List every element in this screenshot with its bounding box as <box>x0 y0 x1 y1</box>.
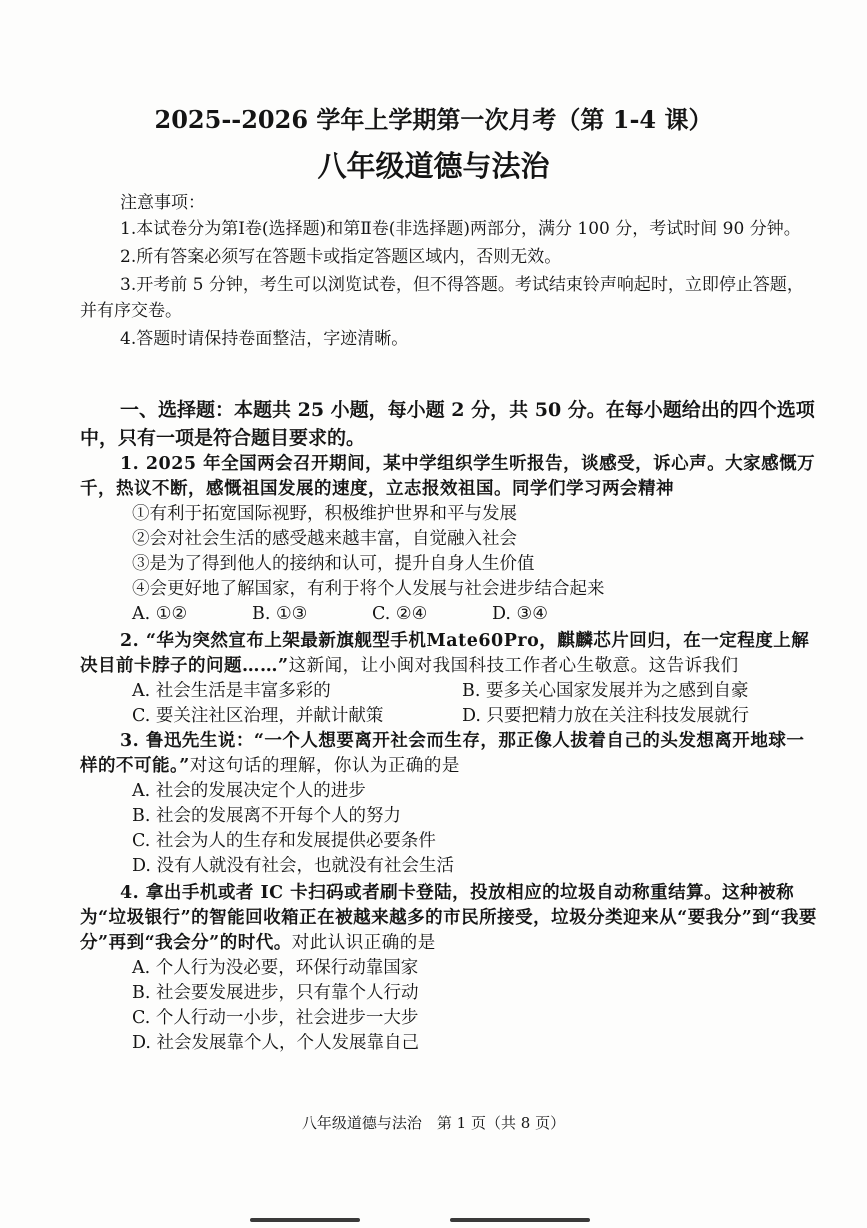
notes-heading: 注意事项： <box>120 193 205 213</box>
scan-edge-mark-right <box>450 1218 590 1222</box>
note-item-4: 4.答题时请保持卷面整洁，字迹清晰。 <box>120 329 409 349</box>
question-4-stem-plain: 对此认识正确的是 <box>291 933 436 953</box>
question-3-option-b[interactable]: B. 社会的发展离不开每个人的努力 <box>132 806 401 826</box>
question-3-stem-plain: 对这句话的理解，你认为正确的是 <box>189 756 460 776</box>
question-4-stem <box>80 881 820 956</box>
questions-list <box>80 452 820 1056</box>
question-1-options <box>80 602 820 627</box>
question-3-option-a[interactable]: A. 社会的发展决定个人的进步 <box>132 781 366 801</box>
note-item-1: 1.本试卷分为第Ⅰ卷(选择题)和第Ⅱ卷(非选择题)两部分，满分 100 分，考试时间 90 分钟。 <box>120 219 801 239</box>
question-1-statement-2: ②会对社会生活的感受越来越丰富，自觉融入社会 <box>132 529 517 549</box>
question-1-statement-4: ④会更好地了解国家，有利于将个人发展与社会进步结合起来 <box>132 579 605 599</box>
question-1-stem-text: 1. 2025 年全国两会召开期间，某中学组织学生听报告，谈感受，诉心声。大家感慨万千，热议不断，感慨祖国发展的速度，立志报效祖国。同学们学习两会精神 <box>80 454 816 499</box>
question-1 <box>80 452 820 627</box>
question-2-stem <box>80 629 820 679</box>
question-2-option-a[interactable]: A. 社会生活是丰富多彩的 <box>132 681 331 701</box>
notes-block <box>80 190 820 352</box>
question-1-statement-3: ③是为了得到他人的接纳和认可，提升自身人生价值 <box>132 554 535 574</box>
question-1-option-d[interactable]: D. ③④ <box>492 604 548 624</box>
note-item-2: 2.所有答案必须写在答题卡或指定答题区域内，否则无效。 <box>120 247 562 267</box>
question-3-option-d[interactable]: D. 没有人就没有社会，也就没有社会生活 <box>132 856 455 876</box>
question-2-option-b[interactable]: B. 要多关心国家发展并为之感到自豪 <box>462 681 749 701</box>
question-1-option-a[interactable]: A. ①② <box>132 604 188 624</box>
question-2 <box>80 629 820 729</box>
exam-subject: 八年级道德与法治 <box>317 149 550 183</box>
question-2-stem-plain: 这新闻，让小闽对我国科技工作者心生敬意。这告诉我们 <box>288 656 739 676</box>
question-2-stem-bold: 2. “华为突然宣布上架最新旗舰型手机Mate60Pro，麒麟芯片回归，在一定程度上解决目前卡脖子的问题……” <box>80 631 810 676</box>
question-1-stem <box>80 452 820 502</box>
question-4-option-a[interactable]: A. 个人行为没必要，环保行动靠国家 <box>132 958 419 978</box>
question-4-option-b[interactable]: B. 社会要发展进步，只有靠个人行动 <box>132 983 419 1003</box>
question-4-option-c[interactable]: C. 个人行动一小步，社会进步一大步 <box>132 1008 419 1028</box>
section-heading: 一、选择题：本题共 25 小题，每小题 2 分，共 50 分。在每小题给出的四个选项中，只有一项是符合题目要求的。 <box>80 399 815 449</box>
note-item-3: 3.开考前 5 分钟，考生可以浏览试卷，但不得答题。考试结束铃声响起时，立即停止答题，并有序交卷。 <box>80 275 804 321</box>
question-1-statement-1: ①有利于拓宽国际视野，积极维护世界和平与发展 <box>132 504 517 524</box>
question-4-option-d[interactable]: D. 社会发展靠个人，个人发展靠自己 <box>132 1033 420 1053</box>
question-3-option-c[interactable]: C. 社会为人的生存和发展提供必要条件 <box>132 831 436 851</box>
question-2-options <box>80 679 820 729</box>
scan-edge-mark-left <box>250 1218 360 1222</box>
question-1-option-c[interactable]: C. ②④ <box>372 604 428 624</box>
question-3-stem <box>80 729 820 779</box>
question-3-stem-bold: 3. 鲁迅先生说：“一个人想要离开社会而生存，那正像人拔着自己的头发想离开地球一样的不可能。” <box>80 731 805 776</box>
exam-title: 2025--2026 学年上学期第一次月考（第 1-4 课） <box>154 105 713 134</box>
question-2-option-d[interactable]: D. 只要把精力放在关注科技发展就行 <box>462 706 750 726</box>
question-2-option-c[interactable]: C. 要关注社区治理，并献计献策 <box>132 706 384 726</box>
question-4-stem-bold: 4. 拿出手机或者 IC 卡扫码或者刷卡登陆，投放相应的垃圾自动称重结算。这种被称为“垃圾银行”的智能回收箱正在被越来越多的市民所接受，垃圾分类迎来从“要我分”到“我要分”再到“我会分”的时代。 <box>80 883 817 953</box>
question-4 <box>80 881 820 1056</box>
page-footer: 八年级道德与法治 第 1 页（共 8 页） <box>301 1114 566 1132</box>
question-1-option-b[interactable]: B. ①③ <box>252 604 308 624</box>
question-3 <box>80 729 820 879</box>
